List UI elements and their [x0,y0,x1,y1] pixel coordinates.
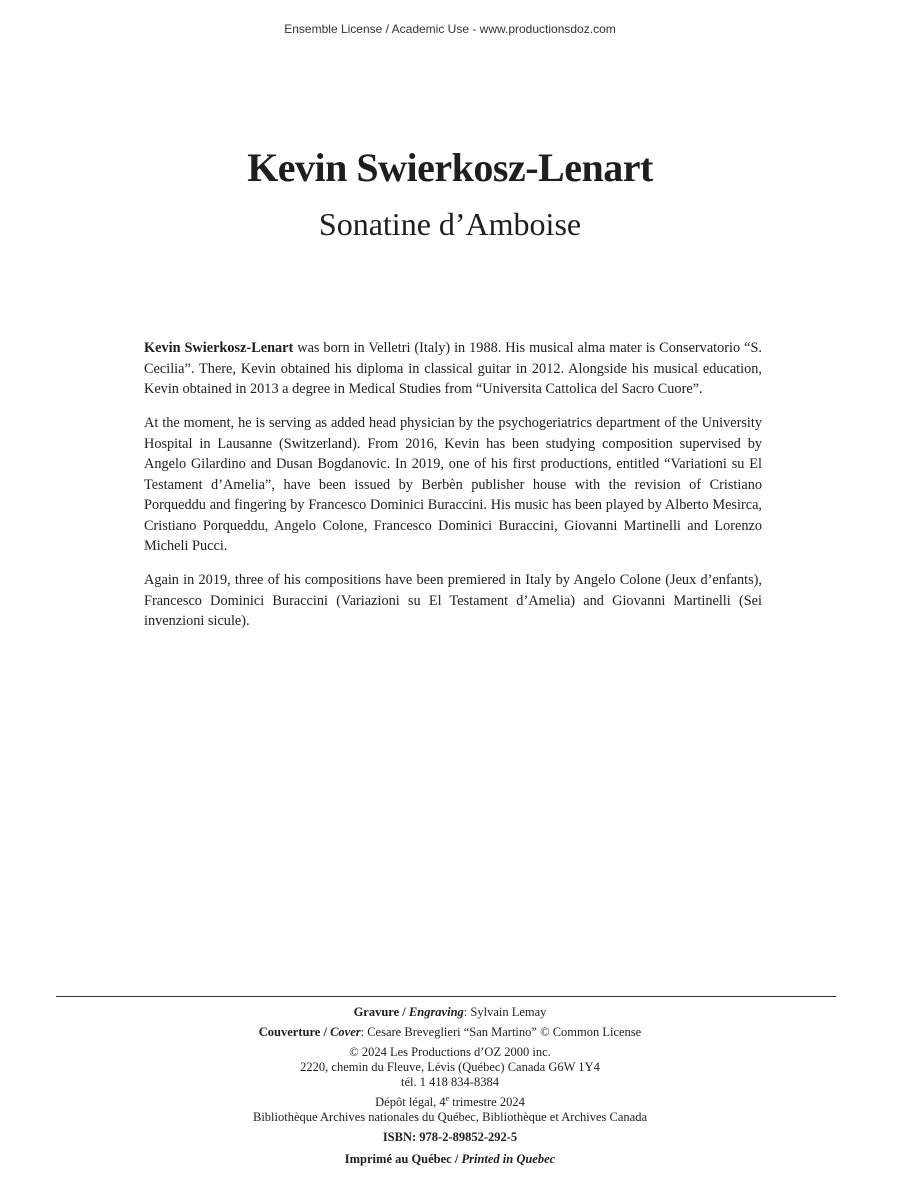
legal-deposit: Dépôt légal, 4e trimestre 2024 [375,1093,525,1109]
license-header: Ensemble License / Academic Use - www.productionsdoz.com [284,22,616,36]
bio-paragraph-1 [144,338,762,400]
cover-credit [0,1025,900,1040]
bio-paragraph-1-text: was born in Velletri (Italy) in 1988. His musical alma mater is Conservatorio “S. Cecilia”. There, Kevin obtained his diploma in classical guitar in 2012. Alongside his musical education, Kevin obtained in 2013 a degree in Medical Studies from “Universita Cattolica del Sacro Cuore”. [144,340,762,397]
composer-name: Kevin Swierkosz-Lenart [247,145,653,190]
bio-paragraph-3: Again in 2019, three of his compositions have been premiered in Italy by Angelo Colone (Jeux d’enfants), Francesco Dominici Buraccini (Variazioni su El Testament d’Amelia) and Giovanni Martinelli (Sei invenzioni sicule). [144,572,762,629]
work-title: Sonatine d’Amboise [318,206,582,242]
publisher-address: 2220, chemin du Fleuve, Lévis (Québec) Canada G6W 1Y4 [300,1060,600,1074]
bio-name: Kevin Swierkosz-Lenart [144,340,294,356]
colophon [0,1005,900,1167]
engraving-label: Gravure / Engraving [353,1005,464,1019]
printed-line: Imprimé au Québec / Printed in Quebec [344,1152,556,1166]
biography [144,338,762,645]
cover-value: : Cesare Breveglieri “San Martino” © Common License [360,1025,642,1039]
copyright-line: © 2024 Les Productions d’OZ 2000 inc. [349,1045,551,1059]
isbn-line: ISBN: 978-2-89852-292-5 [382,1130,518,1144]
footer-divider [56,996,836,997]
engraving-value: : Sylvain Lemay [463,1005,547,1019]
publisher-phone: tél. 1 418 834-8384 [401,1075,499,1089]
bio-paragraph-2: At the moment, he is serving as added head physician by the psychogeriatrics department of the University Hospital in Lausanne (Switzerland). From 2016, Kevin has been studying composition supervised by Angelo Gilardino and Dusan Bogdanovic. In 2019, one of his first productions, entitled “Variationi su El Testament d’Amelia”, have been issued by Berbèn publisher house with the revision of Cristiano Porqueddu and fingering by Francesco Dominici Buraccini. His music has been played by Alberto Mesirca, Cristiano Porqueddu, Angelo Colone, Francesco Dominici Buraccini, Giovanni Martinelli and Lorenzo Micheli Pucci. [144,415,762,554]
engraving-credit [0,1005,900,1020]
library-line: Bibliothèque Archives nationales du Québec, Bibliothèque et Archives Canada [253,1110,647,1124]
cover-label: Couverture / Cover [258,1025,361,1039]
